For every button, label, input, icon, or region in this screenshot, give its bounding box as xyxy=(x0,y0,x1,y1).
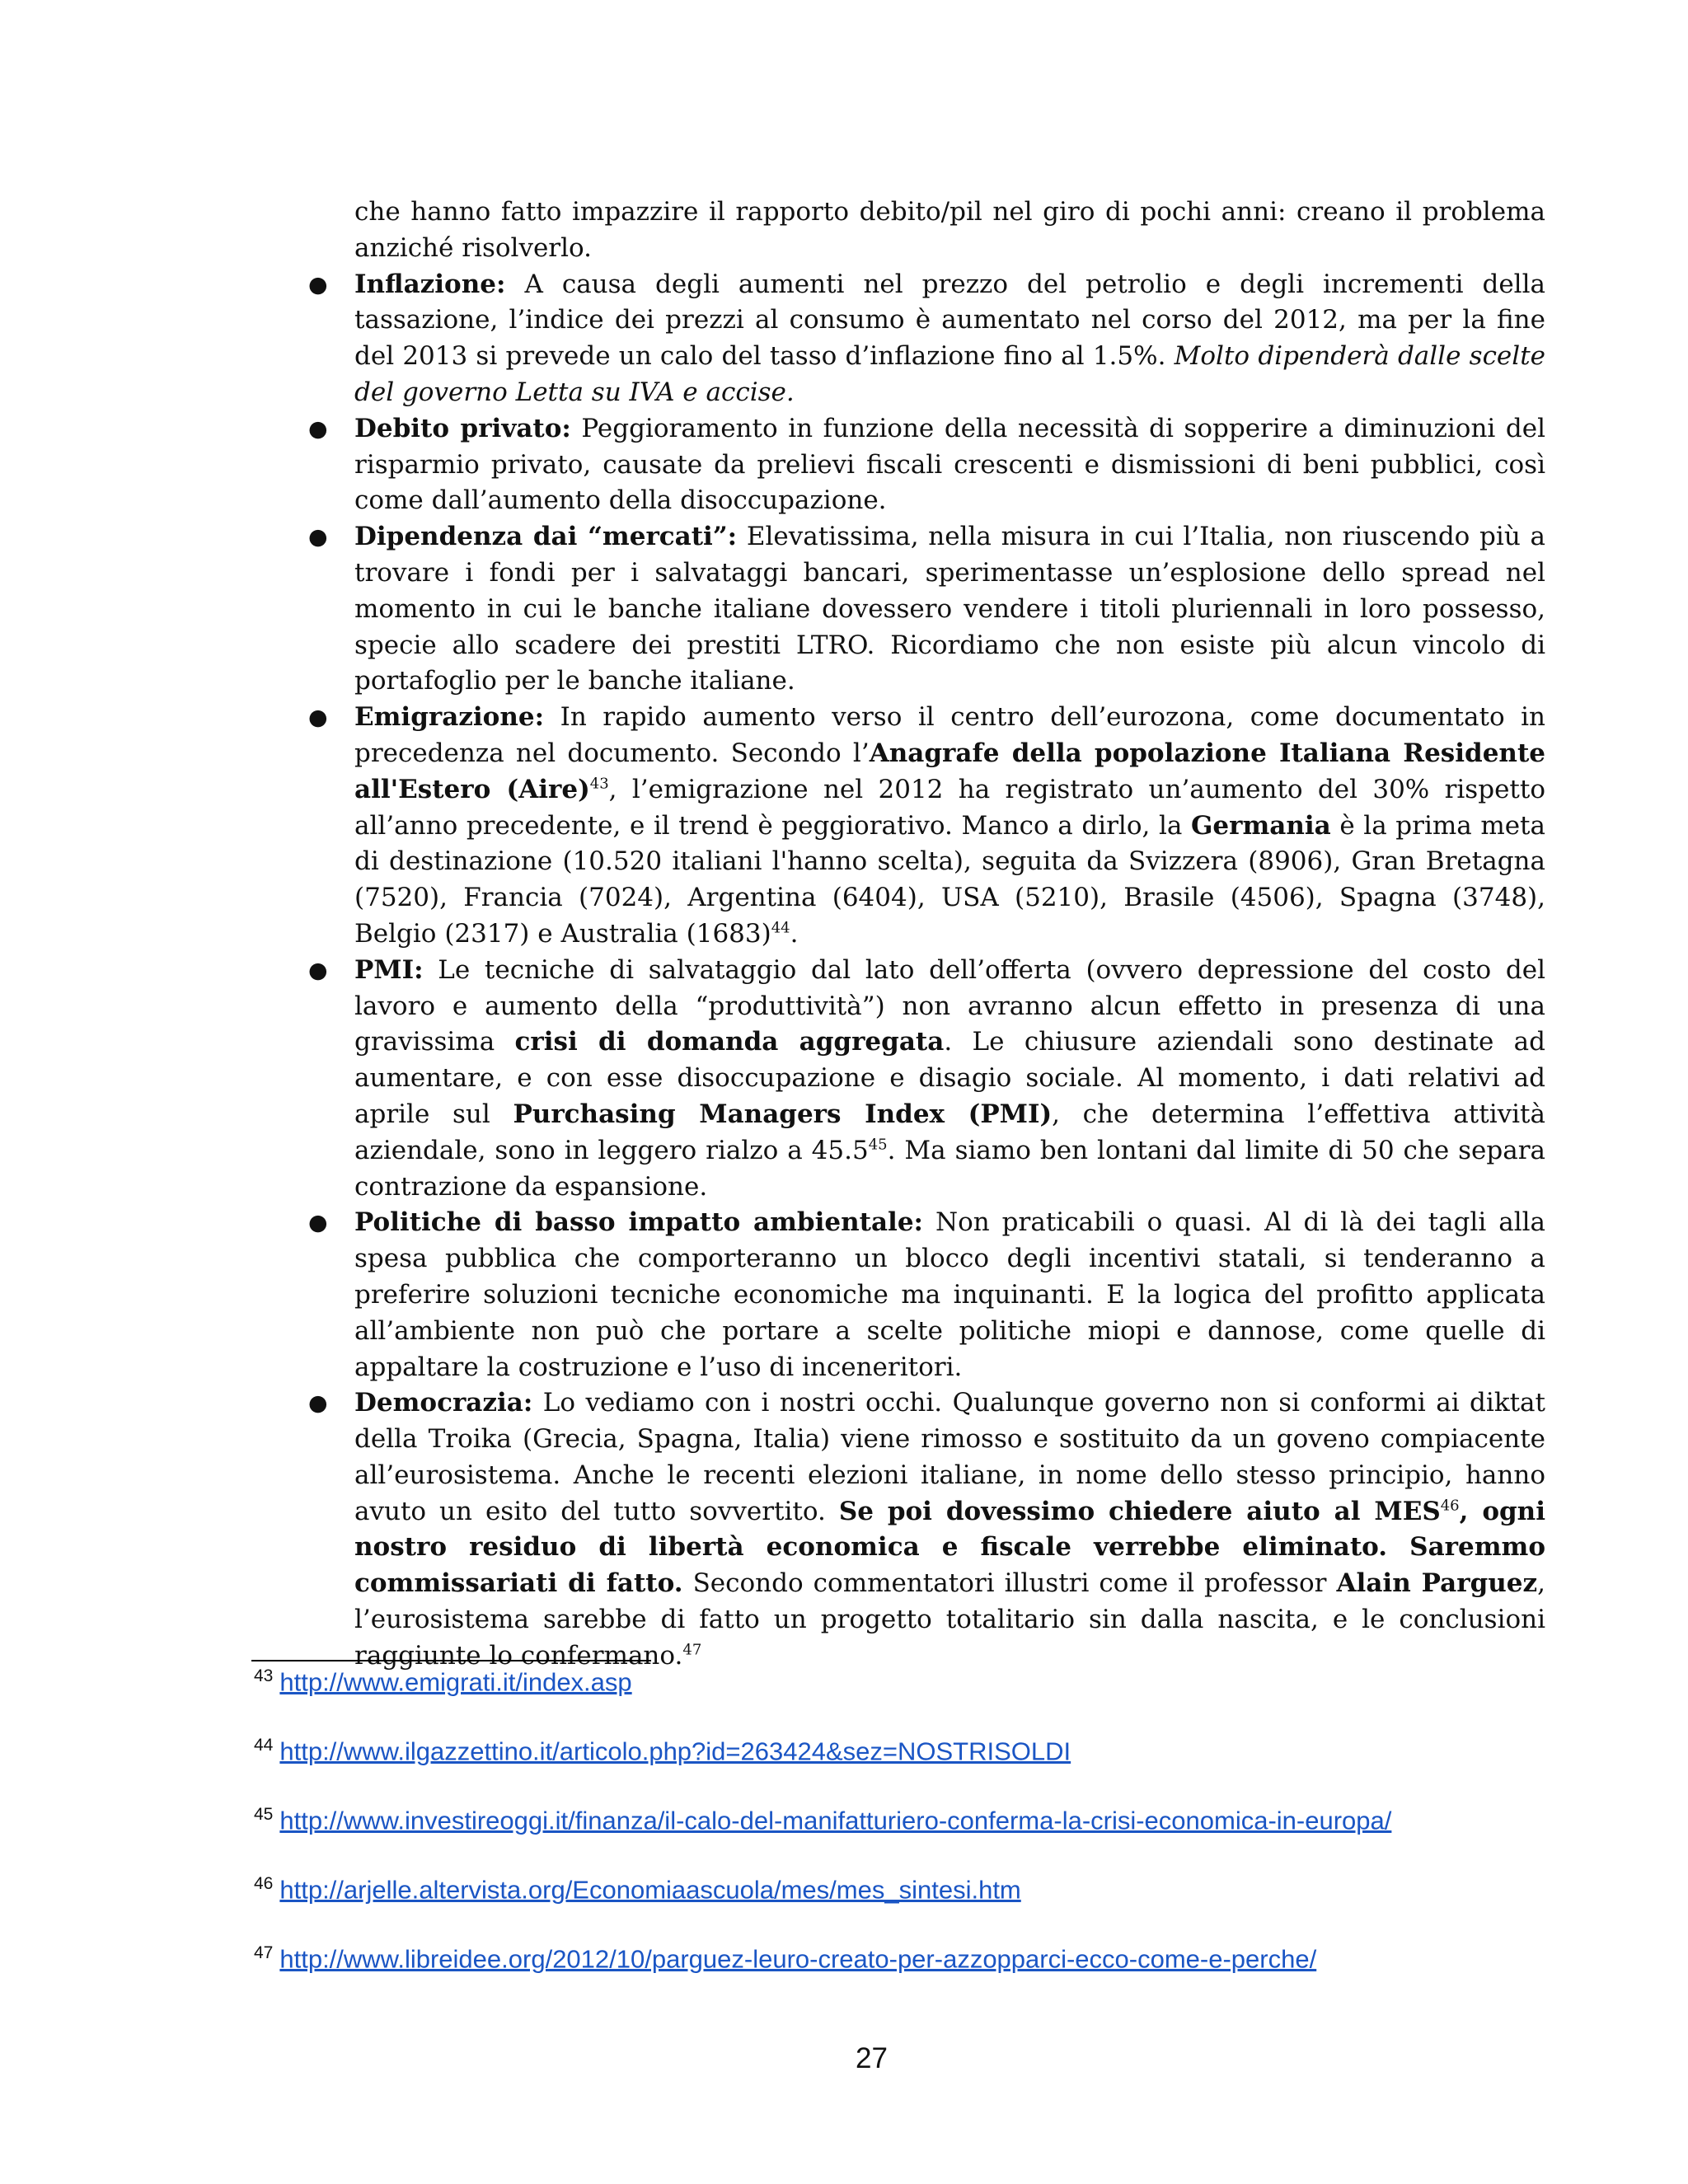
item-text: Lo vediamo con i nostri occhi. Qualunque governo non si conformi ai diktat della Troika (Grecia, Spagna, Italia) viene rimosso e sostituito da un goveno compiacente all’eurosistema. Anche le recenti elezioni italiane, in nome dello stesso principio, hanno avuto un esito del tutto sovvertito. xyxy=(354,1388,1545,1526)
list-item-democrazia xyxy=(308,1385,1545,1674)
footnote-number: 46 xyxy=(254,1874,274,1893)
item-text: , che determina l’effettiva attività aziendale, sono in leggero rialzo a 45.5 xyxy=(354,1099,1545,1165)
bullet-icon: ● xyxy=(308,957,328,983)
item-text: Peggioramento in funzione della necessità di sopperire a diminuzioni del risparmio privato, causate da prelievi fiscali crescenti e dismissioni di beni pubblici, così come dall’aumento della disoccupazione. xyxy=(354,413,1545,516)
footnote-link[interactable]: http://www.investireoggi.it/finanza/il-calo-del-manifatturiero-conferma-la-crisi-economica-in-europa/ xyxy=(279,1806,1392,1835)
bold-text: Germania xyxy=(1190,810,1331,841)
footnote-divider xyxy=(251,1660,651,1661)
item-title: Democrazia: xyxy=(354,1388,533,1418)
item-text: Secondo commentatori illustri come il professor xyxy=(682,1568,1337,1599)
footnote-46 xyxy=(254,1874,1021,1905)
bullet-icon: ● xyxy=(308,415,328,442)
item-title: Emigrazione: xyxy=(354,702,545,733)
item-text: . Le chiusure aziendali sono destinate ad aumentare, e con esse disoccupazione e disagio sociale. Al momento, i dati relativi ad aprile sul xyxy=(354,1027,1545,1129)
list-item-politiche-ambientali xyxy=(308,1205,1545,1385)
footnote-44 xyxy=(254,1736,1071,1766)
list-item-pmi xyxy=(308,953,1546,1206)
item-title: Debito privato: xyxy=(354,413,571,443)
bold-text: Purchasing Managers Index (PMI) xyxy=(513,1099,1053,1129)
bullet-list xyxy=(308,267,1546,1675)
intro-paragraph: che hanno fatto impazzire il rapporto debito/pil nel giro di pochi anni: creano il problema anziché risolverlo. xyxy=(354,197,1545,263)
bullet-icon: ● xyxy=(308,1210,328,1236)
bullet-icon: ● xyxy=(308,271,328,298)
footnote-number: 43 xyxy=(254,1666,274,1685)
item-text: Elevatissima, nella misura in cui l’Italia, non riuscendo più a trovare i fondi per i salvataggi bancari, sperimentasse un’esplosione dello spread nel momento in cui le banche italiane dovessero vendere i titoli pluriennali in loro possesso, specie allo scadere dei prestiti LTRO. Ricordiamo che non esiste più alcun vincolo di portafoglio per le banche italiane. xyxy=(354,522,1545,696)
list-item-inflazione xyxy=(308,267,1545,411)
footnote-ref[interactable]: 45 xyxy=(868,1136,888,1154)
footnote-ref[interactable]: 43 xyxy=(589,775,609,793)
footnote-link[interactable]: http://www.libreidee.org/2012/10/parguez-leuro-creato-per-azzopparci-ecco-come-e-perche/ xyxy=(279,1944,1317,1974)
footnote-link[interactable]: http://arjelle.altervista.org/Economiaascuola/mes/mes_sintesi.htm xyxy=(279,1875,1021,1905)
bold-text: Se poi dovessimo chiedere aiuto al MES xyxy=(838,1496,1441,1526)
item-text: è la prima meta di destinazione (10.520 italiani l'hanno scelta), seguita da Svizzera (8906), Gran Bretagna (7520), Francia (7024), Argentina (6404), USA (5210), Brasile (4506), Spagna (3748), Belgio (2317) e Australia (1683) xyxy=(354,810,1546,949)
footnote-ref[interactable]: 44 xyxy=(771,919,790,937)
page-number: 27 xyxy=(856,2042,888,2074)
footnote-ref[interactable]: 46 xyxy=(1440,1497,1460,1515)
footnote-link[interactable]: http://www.ilgazzettino.it/articolo.php?id=263424&sez=NOSTRISOLDI xyxy=(279,1736,1071,1766)
bold-text: Alain Parguez xyxy=(1336,1568,1538,1599)
bullet-icon: ● xyxy=(308,1390,328,1417)
bold-text: , ogni nostro residuo di libertà economica e fiscale verrebbe eliminato. Saremmo commissariati di fatto. xyxy=(354,1496,1545,1599)
item-text: . Ma siamo ben lontani dal limite di 50 che separa contrazione da espansione. xyxy=(354,1135,1546,1202)
item-text: , l’emigrazione nel 2012 ha registrato un’aumento del 30% rispetto all’anno precedente, e il trend è peggiorativo. Manco a dirlo, la xyxy=(354,774,1545,841)
footnote-number: 45 xyxy=(254,1805,274,1824)
item-italic-text: Molto dipenderà dalle scelte del governo Letta su IVA e accise. xyxy=(354,341,1545,407)
list-item-dipendenza-mercati xyxy=(308,519,1545,700)
item-title: Politiche di basso impatto ambientale: xyxy=(354,1207,923,1238)
item-title: Inflazione: xyxy=(354,269,506,299)
bold-text: crisi di domanda aggregata xyxy=(514,1027,945,1057)
footnote-47 xyxy=(254,1943,1316,1974)
body-text xyxy=(308,194,1546,1675)
footnote-ref[interactable]: 47 xyxy=(682,1641,702,1659)
item-text: Non praticabili o quasi. Al di là dei tagli alla spesa pubblica che comporteranno un blocco degli incentivi statali, si tenderanno a preferire soluzioni tecniche economiche ma inquinanti. E la logica del profitto applicata all’ambiente non può che portare a scelte politiche miopi e dannose, come quelle di appaltare la costruzione e l’uso di inceneritori. xyxy=(354,1207,1545,1382)
footnote-link[interactable]: http://www.emigrati.it/index.asp xyxy=(279,1667,632,1697)
list-item-debito-privato xyxy=(308,411,1545,519)
footnote-number: 47 xyxy=(254,1943,274,1962)
item-text: In rapido aumento verso il centro dell’eurozona, come documentato in precedenza nel documento. Secondo l’ xyxy=(354,702,1545,768)
bullet-icon: ● xyxy=(308,524,328,551)
footnote-number: 44 xyxy=(254,1736,274,1755)
list-item-emigrazione xyxy=(308,700,1546,953)
item-text: . xyxy=(790,918,799,949)
item-text: , l’eurosistema sarebbe di fatto un progetto totalitario sin dalla nascita, e le conclusioni raggiunte lo confermano. xyxy=(354,1568,1545,1671)
item-title: PMI: xyxy=(354,954,424,985)
bold-text: Anagrafe della popolazione Italiana Residente all'Estero (Aire) xyxy=(354,738,1546,804)
item-text: A causa degli aumenti nel prezzo del petrolio e degli incrementi della tassazione, l’indice dei prezzi al consumo è aumentato nel corso del 2012, ma per la fine del 2013 si prevede un calo del tasso d’inflazione fino al 1.5%. xyxy=(354,269,1545,372)
footnote-45 xyxy=(254,1805,1391,1835)
item-title: Dipendenza dai “mercati”: xyxy=(354,522,738,552)
footnote-43 xyxy=(254,1666,632,1697)
item-text: Le tecniche di salvataggio dal lato dell’offerta (ovvero depressione del costo del lavoro e aumento della “produttività”) non avranno alcun effetto in presenza di una gravissima xyxy=(354,954,1545,1057)
bullet-icon: ● xyxy=(308,705,328,731)
